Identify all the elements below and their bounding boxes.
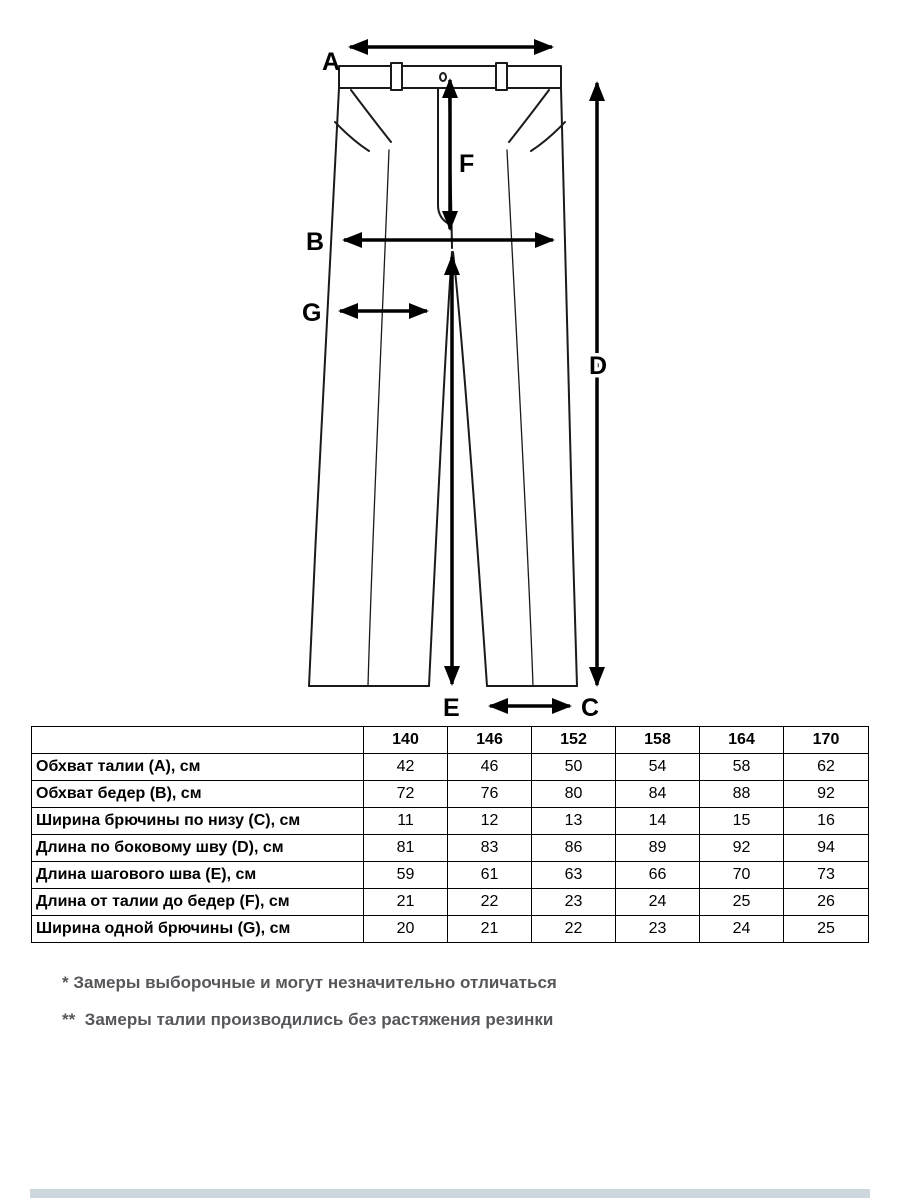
- size-table-corner-cell: [32, 727, 364, 754]
- trousers-outline: [309, 63, 577, 686]
- size-header: 170: [784, 727, 869, 754]
- cell: 72: [364, 781, 448, 808]
- cell: 14: [616, 808, 700, 835]
- label-d: D: [589, 352, 608, 380]
- table-row: [32, 889, 869, 916]
- label-e: E: [443, 694, 460, 722]
- cell: 21: [364, 889, 448, 916]
- cell: 89: [616, 835, 700, 862]
- belt-loop-left: [391, 63, 402, 90]
- cell: 13: [532, 808, 616, 835]
- table-row: [32, 916, 869, 943]
- cell: 81: [364, 835, 448, 862]
- table-row: [32, 781, 869, 808]
- measure-label: Ширина брючины по низу (C), см: [32, 808, 364, 835]
- cell: 22: [532, 916, 616, 943]
- cell: 12: [448, 808, 532, 835]
- cell: 22: [448, 889, 532, 916]
- cell: 83: [448, 835, 532, 862]
- fly-stitch: [438, 88, 449, 224]
- cell: 84: [616, 781, 700, 808]
- size-table: [31, 726, 869, 943]
- right-crease-line: [507, 150, 533, 686]
- cell: 80: [532, 781, 616, 808]
- dimension-arrows: [340, 47, 597, 706]
- cell: 26: [784, 889, 869, 916]
- cell: 54: [616, 754, 700, 781]
- left-outer-seam: [309, 88, 339, 686]
- footnote-sampling: * Замеры выборочные и могут незначительно отличаться: [62, 973, 557, 992]
- cell: 92: [700, 835, 784, 862]
- left-pocket-detail: [335, 122, 369, 151]
- right-pocket-opening: [509, 90, 549, 142]
- label-b: B: [306, 228, 325, 256]
- cell: 46: [448, 754, 532, 781]
- right-outer-seam: [561, 88, 577, 686]
- cell: 70: [700, 862, 784, 889]
- left-inner-seam: [429, 252, 452, 686]
- measure-label: Обхват бедер (B), см: [32, 781, 364, 808]
- size-header: 146: [448, 727, 532, 754]
- size-table-header-row: [32, 727, 869, 754]
- label-g: G: [302, 299, 322, 327]
- table-row: [32, 754, 869, 781]
- cell: 11: [364, 808, 448, 835]
- footnote-waist-elastic: ** Замеры талии производились без растяжения резинки: [62, 1010, 554, 1029]
- label-f: F: [459, 150, 475, 178]
- measure-label: Длина по боковому шву (D), см: [32, 835, 364, 862]
- size-header: 140: [364, 727, 448, 754]
- waist-button: [440, 73, 446, 81]
- cell: 23: [616, 916, 700, 943]
- cell: 76: [448, 781, 532, 808]
- size-header: 158: [616, 727, 700, 754]
- label-c: C: [581, 694, 600, 722]
- cell: 23: [532, 889, 616, 916]
- cell: 88: [700, 781, 784, 808]
- cell: 20: [364, 916, 448, 943]
- cell: 15: [700, 808, 784, 835]
- cell: 25: [700, 889, 784, 916]
- cell: 86: [532, 835, 616, 862]
- cell: 61: [448, 862, 532, 889]
- cell: 21: [448, 916, 532, 943]
- bottom-decoration-strip: [30, 1189, 870, 1198]
- cell: 66: [616, 862, 700, 889]
- table-row: [32, 808, 869, 835]
- cell: 24: [700, 916, 784, 943]
- cell: 62: [784, 754, 869, 781]
- right-pocket-detail: [531, 122, 565, 151]
- cell: 25: [784, 916, 869, 943]
- size-header: 164: [700, 727, 784, 754]
- cell: 24: [616, 889, 700, 916]
- right-inner-seam: [453, 252, 487, 686]
- cell: 59: [364, 862, 448, 889]
- left-pocket-opening: [351, 90, 391, 142]
- cell: 16: [784, 808, 869, 835]
- cell: 94: [784, 835, 869, 862]
- cell: 50: [532, 754, 616, 781]
- cell: 58: [700, 754, 784, 781]
- belt-loop-right: [496, 63, 507, 90]
- size-header: 152: [532, 727, 616, 754]
- measure-label: Длина от талии до бедер (F), см: [32, 889, 364, 916]
- cell: 73: [784, 862, 869, 889]
- measure-label: Длина шагового шва (E), см: [32, 862, 364, 889]
- cell: 92: [784, 781, 869, 808]
- cell: 42: [364, 754, 448, 781]
- label-a: A: [322, 48, 341, 76]
- left-crease-line: [368, 150, 389, 686]
- measure-label: Ширина одной брючины (G), см: [32, 916, 364, 943]
- cell: 63: [532, 862, 616, 889]
- table-row: [32, 862, 869, 889]
- measure-label: Обхват талии (A), см: [32, 754, 364, 781]
- table-row: [32, 835, 869, 862]
